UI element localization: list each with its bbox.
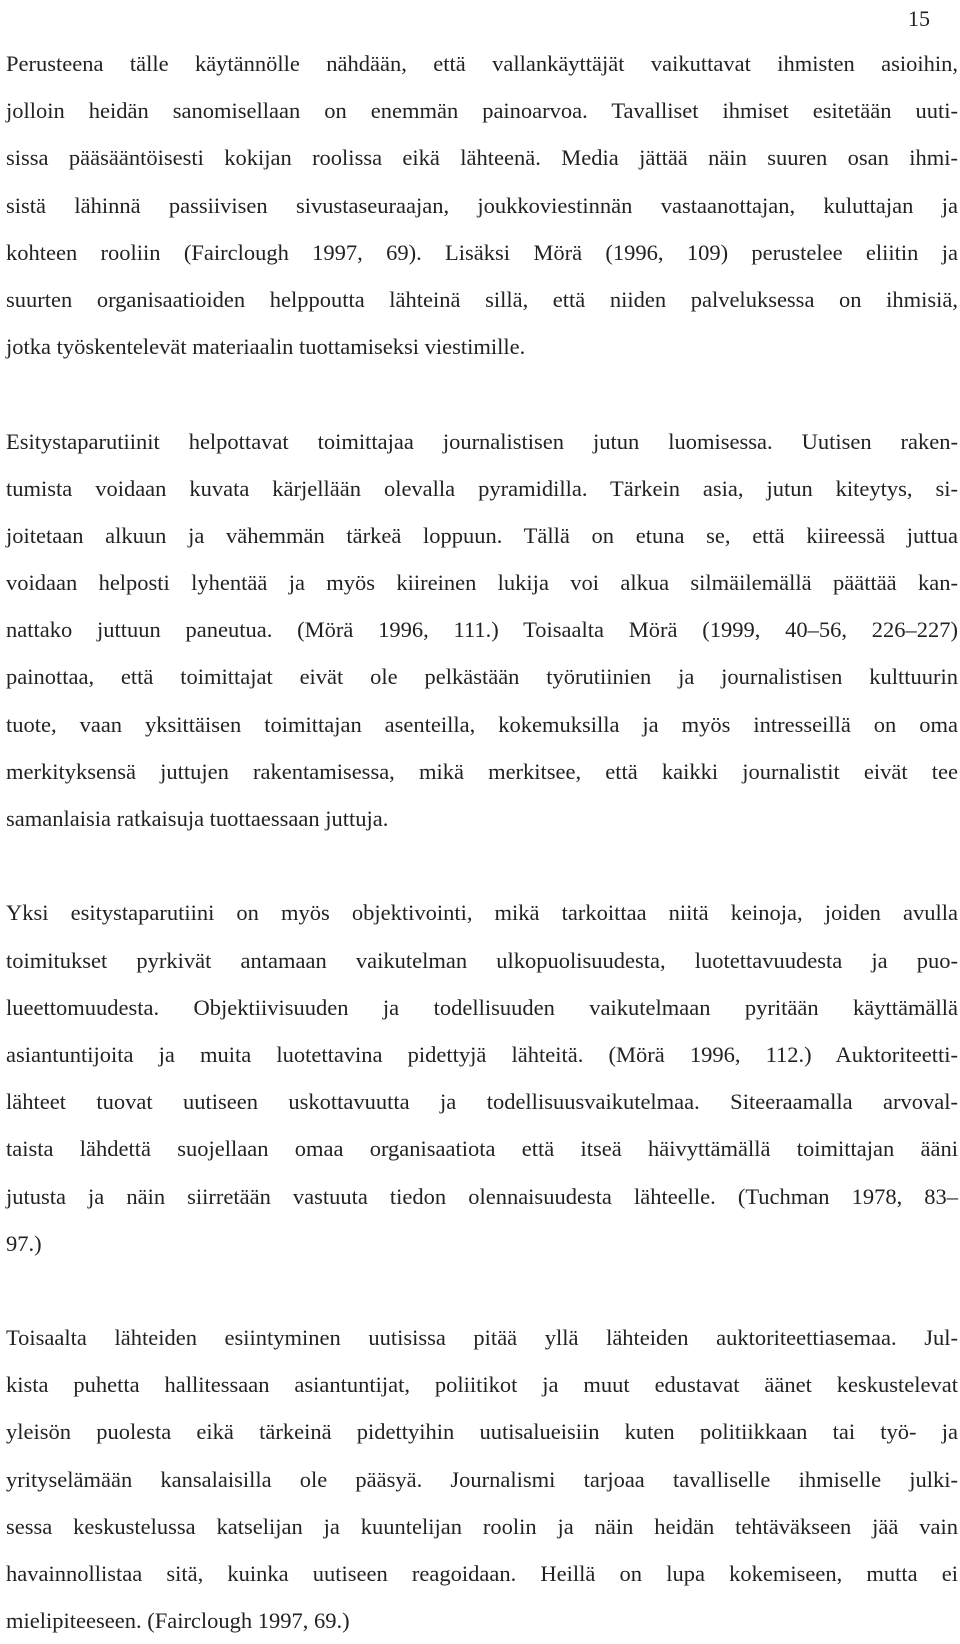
text-line: sessa keskustelussa katselijan ja kuuntelijan roolin ja näin heidän tehtäväkseen jää vain xyxy=(6,1513,958,1539)
text-line: yleisön puolesta eikä tärkeinä pidettyihin uutisalueisiin kuten politiikkaan tai työ- ja xyxy=(6,1419,958,1445)
text-line: kohteen rooliin (Fairclough 1997, 69). Lisäksi Mörä (1996, 109) perustelee eliitin ja xyxy=(6,239,958,265)
text-line: voidaan helposti lyhentää ja myös kiireinen lukija voi alkua silmäilemällä päättää kan- xyxy=(6,570,958,596)
paragraph-spacer xyxy=(6,1267,958,1314)
paragraph-2 xyxy=(6,418,958,843)
text-line: yrityselämään kansalaisilla ole pääsyä. Journalismi tarjoaa tavalliselle ihmiselle julki- xyxy=(6,1466,958,1492)
paragraph-spacer xyxy=(6,370,958,417)
text-line: Perusteena tälle käytännölle nähdään, että vallankäyttäjät vaikuttavat ihmisten asioihin, xyxy=(6,51,958,76)
paragraph-spacer xyxy=(6,842,958,889)
text-line: painottaa, että toimittajat eivät ole pelkästään työrutiinien ja journalistisen kulttuurin xyxy=(6,664,958,690)
text-line: kista puhetta hallitessaan asiantuntijat, poliitikot ja muut edustavat äänet keskustelevat xyxy=(6,1372,958,1398)
text-line: nattako juttuun paneutua. (Mörä 1996, 111.) Toisaalta Mörä (1999, 40–56, 226–227) xyxy=(6,617,958,643)
text-line: tuote, vaan yksittäisen toimittajan asenteilla, kokemuksilla ja myös intresseillä on oma xyxy=(6,711,958,737)
text-line: Esitystaparutiinit helpottavat toimittajaa journalistisen jutun luomisessa. Uutisen raken- xyxy=(6,428,958,454)
text-line: lähteet tuovat uutiseen uskottavuutta ja todellisuusvaikutelmaa. Siteeraamalla arvoval- xyxy=(6,1089,958,1115)
text-line: merkityksensä juttujen rakentamisessa, mikä merkitsee, että kaikki journalistit eivät tee xyxy=(6,758,958,784)
text-line: havainnollistaa sitä, kuinka uutiseen reagoidaan. Heillä on lupa kokemiseen, mutta ei xyxy=(6,1561,958,1586)
paragraph-1 xyxy=(6,40,958,370)
paragraph-3 xyxy=(6,889,958,1267)
paragraph-4 xyxy=(6,1314,958,1644)
text-line: sissa pääsääntöisesti kokijan roolissa eikä lähteenä. Media jättää näin suuren osan ihmi- xyxy=(6,145,958,171)
text-line: mielipiteeseen. (Fairclough 1997, 69.) xyxy=(6,1608,350,1634)
text-line: sistä lähinnä passiivisen sivustaseuraajan, joukkoviestinnän vastaanottajan, kuluttajan ja xyxy=(6,192,958,218)
text-line: joitetaan alkuun ja vähemmän tärkeä loppuun. Tällä on etuna se, että kiireessä juttua xyxy=(6,522,958,548)
text-line: toimitukset pyrkivät antamaan vaikutelman ulkopuolisuudesta, luotettavuudesta ja puo- xyxy=(6,947,958,973)
text-line: samanlaisia ratkaisuja tuottaessaan juttuja. xyxy=(6,806,389,831)
text-line: suurten organisaatioiden helppoutta lähteinä sillä, että niiden palveluksessa on ihmisiä, xyxy=(6,286,958,312)
text-line: jotka työskentelevät materiaalin tuottamiseksi viestimille. xyxy=(6,334,526,360)
text-line: jutusta ja näin siirretään vastuuta tiedon olennaisuudesta lähteelle. (Tuchman 1978, 83– xyxy=(6,1183,958,1209)
body-text xyxy=(6,40,958,1644)
text-line: 97.) xyxy=(6,1230,42,1256)
text-line: Toisaalta lähteiden esiintyminen uutisissa pitää yllä lähteiden auktoriteettiasemaa. Jul- xyxy=(6,1325,958,1351)
text-line: jolloin heidän sanomisellaan on enemmän painoarvoa. Tavalliset ihmiset esitetään uuti- xyxy=(6,98,958,124)
text-line: lueettomuudesta. Objektiivisuuden ja todellisuuden vaikutelmaan pyritään käyttämällä xyxy=(6,994,958,1020)
text-line: asiantuntijoita ja muita luotettavina pidettyjä lähteitä. (Mörä 1996, 112.) Auktoriteetti- xyxy=(6,1041,958,1067)
text-line: taista lähdettä suojellaan omaa organisaatiota että itseä häivyttämällä toimittajan ääni xyxy=(6,1136,958,1162)
page-number: 15 xyxy=(908,6,930,31)
text-line: tumista voidaan kuvata kärjellään olevalla pyramidilla. Tärkein asia, jutun kiteytys, si- xyxy=(6,475,958,501)
text-line: Yksi esitystaparutiini on myös objektivointi, mikä tarkoittaa niitä keinoja, joiden avulla xyxy=(6,900,958,926)
